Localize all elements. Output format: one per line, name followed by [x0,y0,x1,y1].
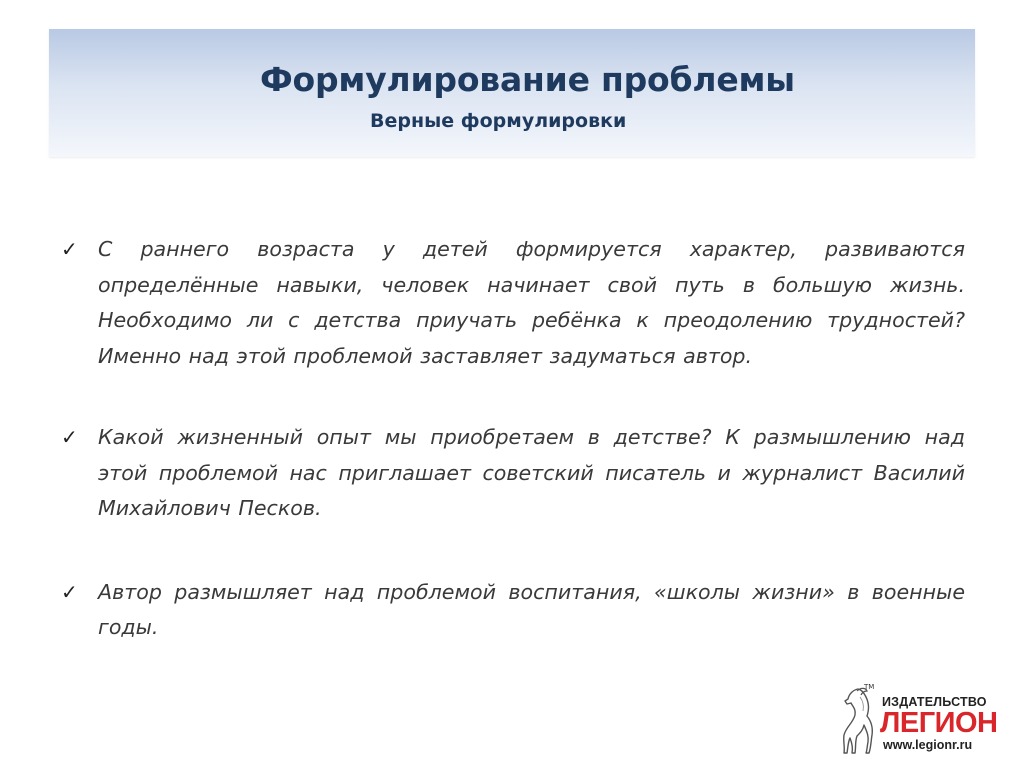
list-item [60,232,965,374]
slide-title: Формулирование проблемы [260,60,795,99]
logo-name: ЛЕГИОН [880,707,998,739]
logo-publisher-label: ИЗДАТЕЛЬСТВО [882,695,987,709]
list-item [60,575,965,646]
bullet-list [60,232,965,692]
bullet-text: С раннего возраста у детей формируется характер, развиваются определённые навыки, человек начинает свой путь в большую жизнь. Необходимо ли с детства приучать ребёнка к преодолению трудностей? Именно над этой проблемой заставляет задуматься автор. [98,237,965,368]
trademark-mark: TM [864,683,875,691]
check-icon: ✓ [61,425,78,449]
check-icon: ✓ [61,237,78,261]
horse-icon [836,685,878,755]
bullet-text: Какой жизненный опыт мы приобретаем в детстве? К размышлению над этой проблемой нас приглашает советский писатель и журналист Василий Михайлович Песков. [98,425,965,520]
check-icon: ✓ [61,579,78,604]
logo-url: www.legionr.ru [883,738,973,752]
slide-subtitle: Верные формулировки [370,110,627,132]
list-item [60,420,965,527]
bullet-text: Автор размышляет над проблемой воспитания, «школы жизни» в военные годы. [98,579,965,639]
publisher-logo [836,685,1006,757]
